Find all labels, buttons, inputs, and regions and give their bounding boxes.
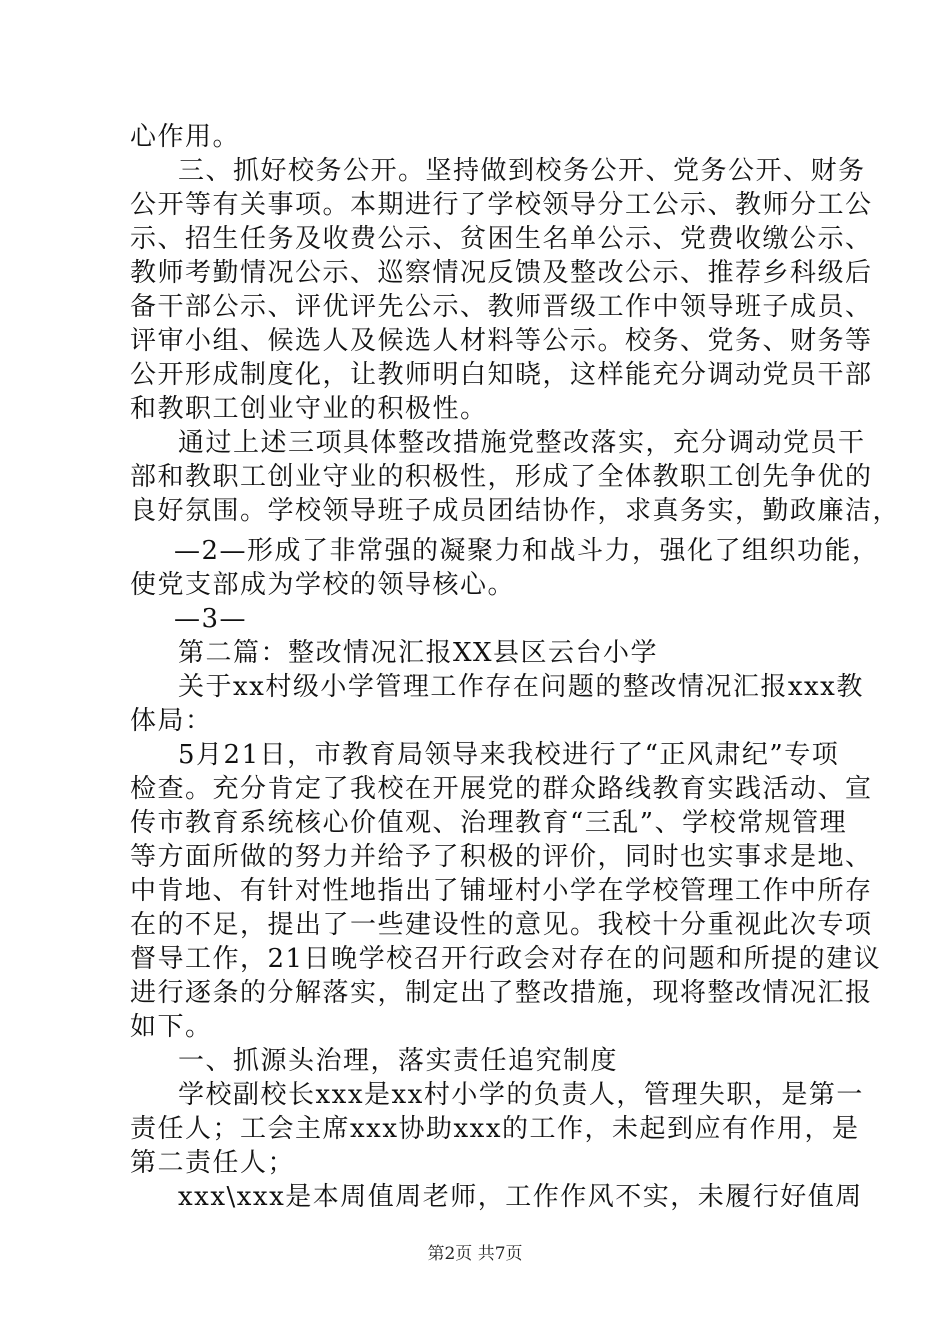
text-line: 三、抓好校务公开。坚持做到校务公开、党务公开、财务 xyxy=(178,156,866,186)
text-line: 和教职工创业守业的积极性。 xyxy=(130,394,488,424)
text-line: 中肯地、有针对性地指出了铺垭村小学在学校管理工作中所存 xyxy=(130,876,873,906)
text-line: 如下。 xyxy=(130,1012,213,1042)
text-line: —2—形成了非常强的凝聚力和战斗力，强化了组织功能， xyxy=(174,536,880,566)
text-line: 通过上述三项具体整改措施党整改落实，充分调动党员干 xyxy=(178,428,866,458)
section-heading: 一、抓源头治理，落实责任追究制度 xyxy=(178,1046,619,1076)
text-line: 评审小组、候选人及候选人材料等公示。校务、党务、财务等 xyxy=(130,326,873,356)
text-line: 检查。充分肯定了我校在开展党的群众路线教育实践活动、宣 xyxy=(130,774,873,804)
text-line: 公开形成制度化，让教师明白知晓，这样能充分调动党员干部 xyxy=(130,360,873,390)
text-line: 关于xx村级小学管理工作存在问题的整改情况汇报xxx教 xyxy=(178,672,864,702)
text-line: 体局： xyxy=(130,706,213,736)
text-line: 使党支部成为学校的领导核心。 xyxy=(130,570,516,600)
text-line: 良好氛围。学校领导班子成员团结协作，求真务实，勤政廉洁， xyxy=(130,496,901,526)
text-line: 等方面所做的努力并给予了积极的评价，同时也实事求是地、 xyxy=(130,842,873,872)
text-line: 传市教育系统核心价值观、治理教育“三乱”、学校常规管理 xyxy=(130,808,848,838)
text-line: 在的不足，提出了一些建设性的意见。我校十分重视此次专项 xyxy=(130,910,873,940)
text-line: 第二责任人； xyxy=(130,1148,296,1178)
text-line: xxx\xxx是本周值周老师，工作作风不实，未履行好值周 xyxy=(178,1182,863,1212)
section-title: 第二篇：整改情况汇报XX县区云台小学 xyxy=(178,638,659,668)
page-marker: —3— xyxy=(174,604,248,634)
text-line: 学校副校长xxx是xx村小学的负责人，管理失职，是第一 xyxy=(178,1080,864,1110)
text-line: 示、招生任务及收费公示、贫困生名单公示、党费收缴公示、 xyxy=(130,224,873,254)
page-footer: 第2页 共7页 xyxy=(427,1244,523,1264)
text-line: 教师考勤情况公示、巡察情况反馈及整改公示、推荐乡科级后 xyxy=(130,258,873,288)
text-line: 责任人；工会主席xxx协助xxx的工作，未起到应有作用，是 xyxy=(130,1114,860,1144)
text-line: 心作用。 xyxy=(130,122,241,152)
text-line: 进行逐条的分解落实，制定出了整改措施，现将整改情况汇报 xyxy=(130,978,873,1008)
text-line: 备干部公示、评优评先公示、教师晋级工作中领导班子成员、 xyxy=(130,292,873,322)
text-line: 5月21日，市教育局领导来我校进行了“正风肃纪”专项 xyxy=(178,740,840,770)
text-line: 公开等有关事项。本期进行了学校领导分工公示、教师分工公 xyxy=(130,190,873,220)
text-line: 部和教职工创业守业的积极性，形成了全体教职工创先争优的 xyxy=(130,462,873,492)
text-line: 督导工作，21日晚学校召开行政会对存在的问题和所提的建议 xyxy=(130,944,882,974)
